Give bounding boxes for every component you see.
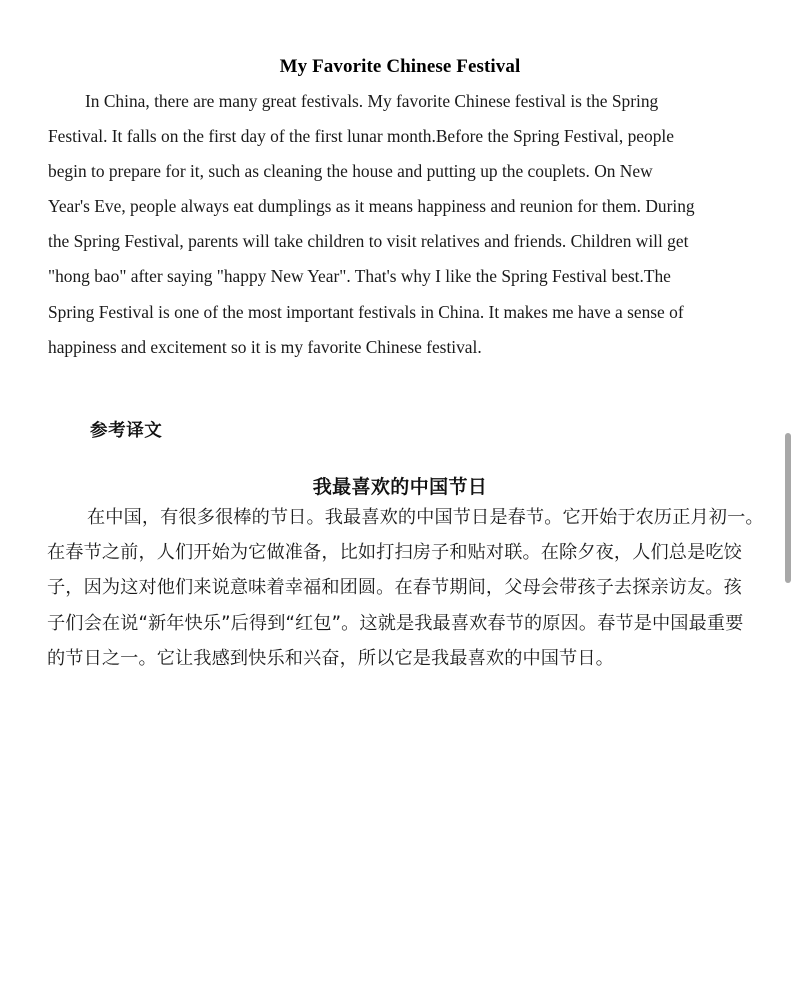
english-text-line: Year's Eve, people always eat dumplings as it means happiness and reunion for them. During [48,196,695,217]
page-title: My Favorite Chinese Festival [279,55,521,77]
english-text-line: Spring Festival is one of the most important festivals in China. It makes me have a sense of [48,301,684,322]
english-text-line: begin to prepare for it, such as cleaning the house and putting up the couplets. On New [48,161,653,182]
english-paragraph [48,84,760,365]
translation-text-line: 在春节之前，人们开始为它做准备，比如打扫房子和贴对联。在除夕夜，人们总是吃饺 [47,542,742,564]
english-text-line: Festival. It falls on the first day of the first lunar month.Before the Spring Festival, people [48,126,674,147]
english-text-line: In China, there are many great festivals. My favorite Chinese festival is the Spring [85,91,659,111]
translation-text-line: 子，因为这对他们来说意味着幸福和团圆。在春节期间，父母会带孩子去探亲访友。孩 [47,577,742,599]
scrollbar-thumb[interactable] [785,433,791,583]
translation-section-label: 参考译文 [90,421,163,441]
english-text-line: happiness and excitement so it is my favorite Chinese festival. [48,336,482,357]
translation-text-line: 的节日之一。它让我感到快乐和兴奋，所以它是我最喜欢的中国节日。 [47,647,614,669]
english-text-line: the Spring Festival, parents will take children to visit relatives and friends. Children will get [48,231,689,252]
translation-text-line: 子们会在说“新年快乐”后得到“红包”。这就是我最喜欢春节的原因。春节是中国最重要 [47,612,744,634]
english-text-line: "hong bao" after saying "happy New Year". That's why I like the Spring Festival best.The [48,266,671,287]
translation-title: 我最喜欢的中国节日 [312,475,488,498]
translation-paragraph [47,500,764,676]
translation-text-line: 在中国，有很多很棒的节日。我最喜欢的中国节日是春节。它开始于农历正月初一。 [87,507,764,528]
